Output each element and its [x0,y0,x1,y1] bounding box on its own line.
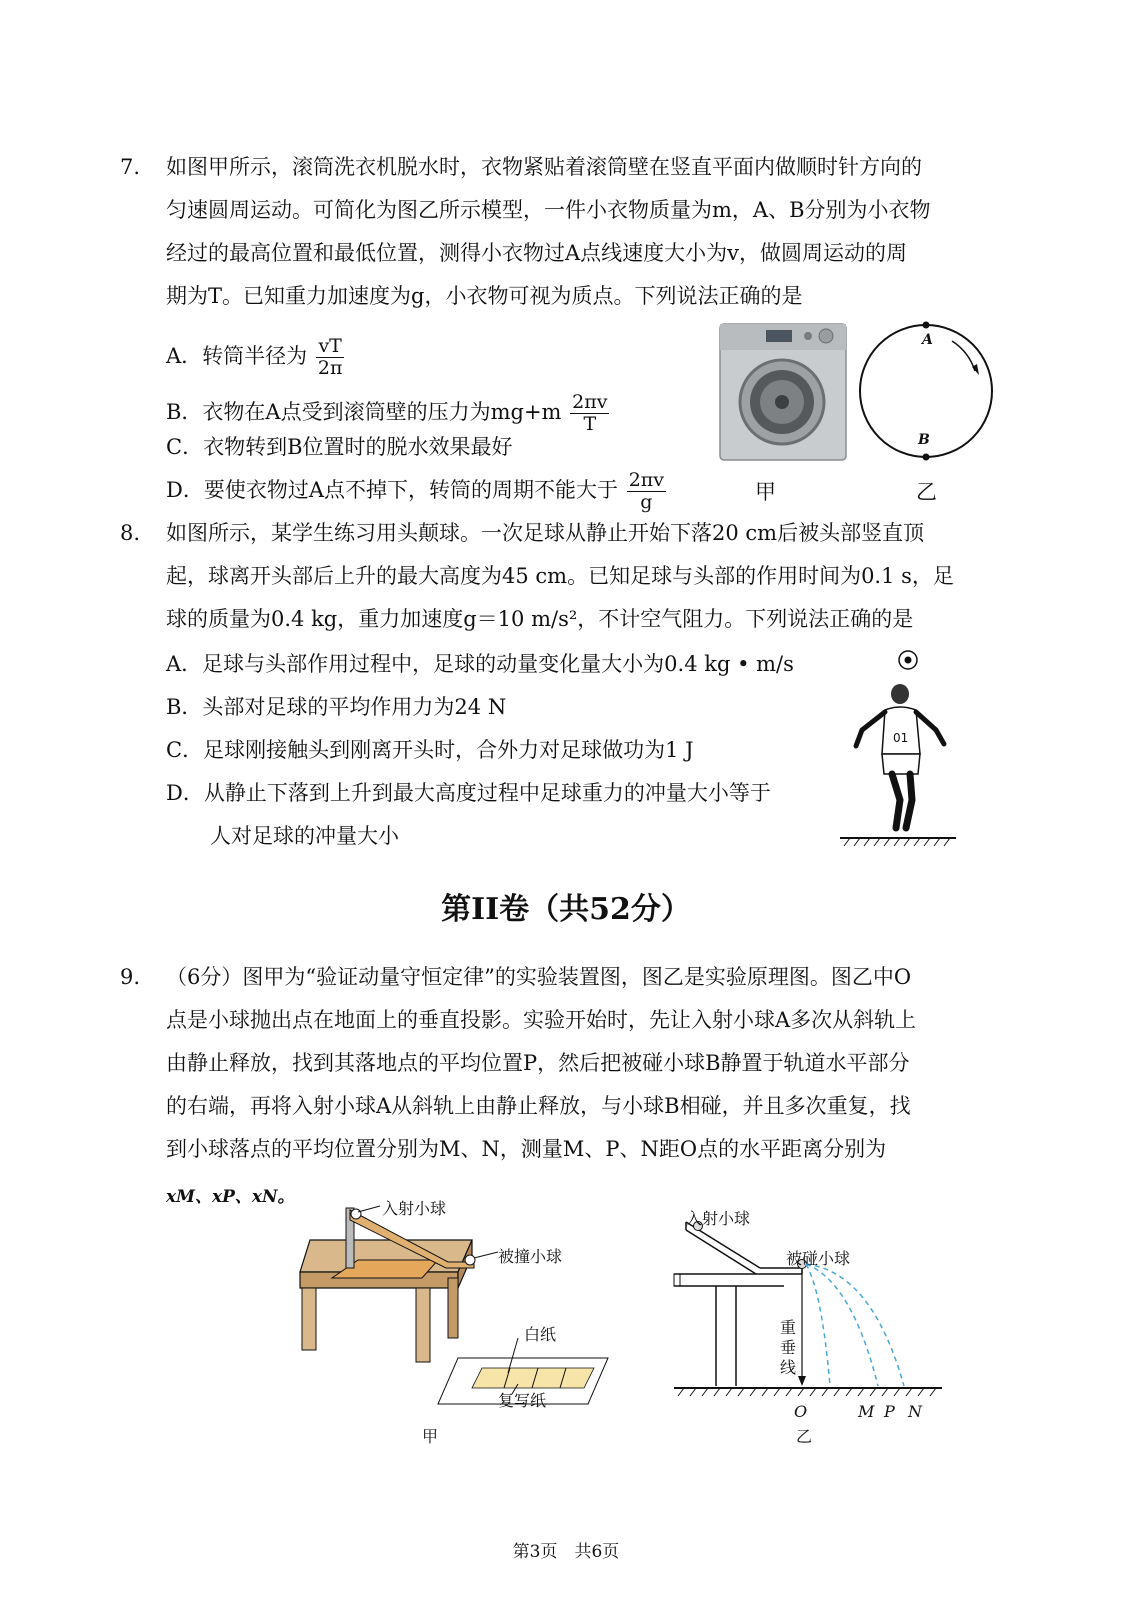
q9-number: 9. [120,965,141,989]
q7-option-d-fraction [627,470,666,513]
principle-label-plumb-line: 重垂线 [780,1318,797,1377]
q7-figure-yi-caption: 乙 [916,480,937,504]
q9-stem-line-1: （6分）图甲为“验证动量守恒定律”的实验装置图，图乙是实验原理图。图乙中O [166,965,912,989]
principle-point-n: N [908,1402,922,1421]
q8-stem-line-2: 起，球离开头部后上升的最大高度为45 cm。已知足球与头部的作用时间为0.1 s，足 [166,564,954,588]
apparatus-label-white-paper: 白纸 [524,1325,557,1344]
fraction-denominator: 2π [317,357,343,379]
apparatus-caption: 甲 [422,1427,439,1446]
q8-stem-line-3: 球的质量为0.4 kg，重力加速度g＝10 m/s²，不计空气阻力。下列说法正确的是 [166,607,914,631]
q7-option-d-text: D．要使衣物过A点不掉下，转筒的周期不能大于 [166,478,619,502]
page-footer: 第3页 共6页 [512,1542,620,1562]
q8-option-a: A．足球与头部作用过程中，足球的动量变化量大小为0.4 kg • m/s [166,652,794,676]
q9-stem-line-5: 到小球落点的平均位置分别为M、N，测量M、P、N距O点的水平距离分别为 [166,1137,887,1161]
q8-stem-line-1: 如图所示，某学生练习用头颠球。一次足球从静止开始下落20 cm后被头部竖直顶 [166,521,925,545]
q9-stem-line-4: 的右端，再将入射小球A从斜轨上由静止释放，与小球B相碰，并且多次重复，找 [166,1094,911,1118]
principle-point-m: M [858,1402,875,1421]
principle-label-hit-ball: 被碰小球 [786,1249,851,1268]
principle-label-incident-ball: 入射小球 [686,1209,751,1228]
q7-option-b-text: B．衣物在A点受到滚筒壁的压力为mg+m [166,400,562,424]
svg-text:01: 01 [893,731,909,745]
section-title: 第II卷（共52分） [441,892,691,927]
apparatus-figure [298,1198,628,1428]
q7-option-b-fraction [570,392,609,435]
q8-option-b: B．头部对足球的平均作用力为24 N [166,695,507,719]
q7-option-c: C．衣物转到B位置时的脱水效果最好 [166,435,513,459]
q7-option-a [166,336,346,379]
apparatus-label-incident-ball: 入射小球 [382,1199,447,1218]
q8-number: 8. [120,521,141,545]
q9-stem-line-2: 点是小球抛出点在地面上的垂直投影。实验开始时，先让入射小球A多次从斜轨上 [166,1008,917,1032]
q7-option-b [166,392,611,435]
q7-stem-line-1: 如图甲所示，滚筒洗衣机脱水时，衣物紧贴着滚筒壁在竖直平面内做顺时针方向的 [166,155,922,179]
apparatus-label-carbon-paper: 复写纸 [498,1391,547,1410]
fraction-numerator: vT [316,336,345,358]
q7-stem-line-2: 匀速圆周运动。可简化为图乙所示模型，一件小衣物质量为m，A、B分别为小衣物 [166,198,931,222]
fraction-numerator: 2πv [628,469,665,491]
q7-option-d [166,470,668,513]
q7-option-a-fraction [316,336,345,379]
q9-stem-line-3: 由静止释放，找到其落地点的平均位置P，然后把被碰小球B静置于轨道水平部分 [166,1051,910,1075]
fraction-numerator: 2πv [572,391,608,413]
student-heading-ball-image [840,650,960,850]
apparatus-label-hit-ball: 被撞小球 [498,1247,563,1266]
principle-point-o: O [794,1402,808,1421]
washing-machine-image [718,322,848,462]
q8-option-c: C．足球刚接触头到刚离开头时，合外力对足球做功为1 J [166,738,694,762]
q7-stem-line-3: 经过的最高位置和最低位置，测得小衣物过A点线速度大小为v，做圆周运动的周 [166,241,908,265]
q7-stem-line-4: 期为T。已知重力加速度为g，小衣物可视为质点。下列说法正确的是 [166,284,803,308]
q7-number: 7. [120,155,141,179]
fraction-denominator: g [640,491,653,513]
principle-figure [672,1212,952,1432]
point-b-label: B [918,432,930,448]
q7-option-a-text: A．转筒半径为 [166,344,308,368]
q8-option-d-line-1: D．从静止下落到上升到最大高度过程中足球重力的冲量大小等于 [166,781,771,805]
point-a-label: A [922,332,933,348]
principle-caption: 乙 [796,1427,813,1446]
q7-figure-jia-caption: 甲 [755,480,776,504]
principle-point-p: P [884,1402,895,1421]
q8-option-d-line-2: 人对足球的冲量大小 [210,824,399,848]
q9-stem-line-6: xM、xP、xN。 [166,1187,295,1207]
fraction-denominator: T [583,413,597,435]
